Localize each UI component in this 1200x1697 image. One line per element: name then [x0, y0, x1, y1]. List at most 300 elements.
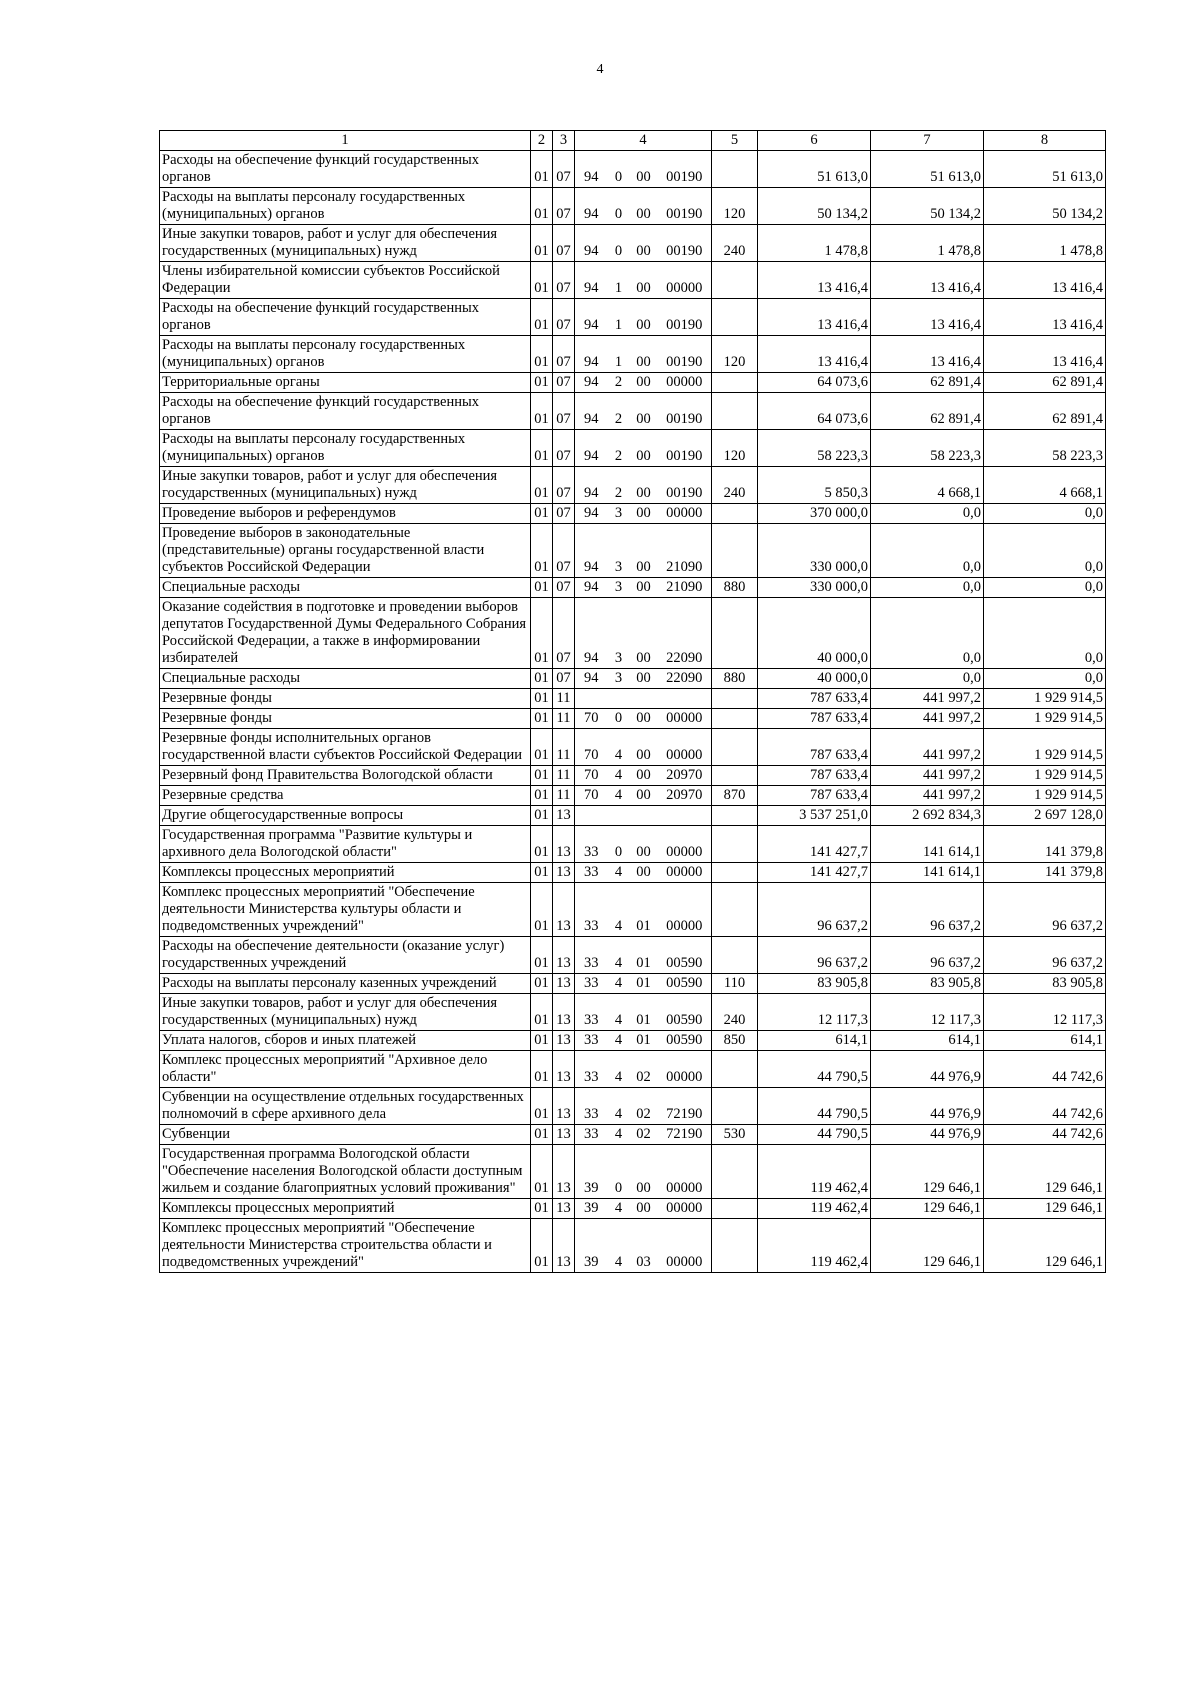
program-code: 70 [575, 709, 608, 729]
subprogram-code: 0 [608, 709, 630, 729]
section-code: 01 [531, 709, 553, 729]
direction-code: 01 [630, 883, 658, 937]
amount-year-2: 96 637,2 [871, 883, 984, 937]
amount-year-3: 4 668,1 [984, 467, 1106, 504]
subprogram-code: 3 [608, 578, 630, 598]
expense-code: 00000 [658, 1145, 712, 1199]
direction-code: 00 [630, 430, 658, 467]
direction-code: 00 [630, 709, 658, 729]
row-name: Расходы на обеспечение функций государственных органов [160, 151, 531, 188]
expense-type-code: 120 [712, 336, 758, 373]
amount-year-1: 13 416,4 [758, 336, 871, 373]
amount-year-2: 0,0 [871, 504, 984, 524]
program-code: 39 [575, 1199, 608, 1219]
expense-code: 00000 [658, 1051, 712, 1088]
header-cell: 1 [160, 131, 531, 151]
amount-year-2: 1 478,8 [871, 225, 984, 262]
section-code: 01 [531, 689, 553, 709]
program-code: 33 [575, 1031, 608, 1051]
subprogram-code: 2 [608, 467, 630, 504]
program-code: 94 [575, 578, 608, 598]
program-code: 39 [575, 1145, 608, 1199]
expense-code: 00000 [658, 1219, 712, 1273]
row-name: Резервные средства [160, 786, 531, 806]
amount-year-1: 119 462,4 [758, 1199, 871, 1219]
program-code: 70 [575, 786, 608, 806]
table-row [160, 430, 1106, 467]
table-row [160, 578, 1106, 598]
section-code: 01 [531, 994, 553, 1031]
table-row [160, 709, 1106, 729]
expense-type-code: 870 [712, 786, 758, 806]
subprogram-code: 1 [608, 336, 630, 373]
program-code: 94 [575, 598, 608, 669]
table-row [160, 669, 1106, 689]
subsection-code: 07 [553, 373, 575, 393]
subsection-code: 07 [553, 299, 575, 336]
direction-code: 00 [630, 336, 658, 373]
table-row [160, 504, 1106, 524]
row-name: Специальные расходы [160, 578, 531, 598]
subsection-code: 13 [553, 994, 575, 1031]
expense-code: 00000 [658, 709, 712, 729]
subprogram-code: 3 [608, 504, 630, 524]
amount-year-1: 1 478,8 [758, 225, 871, 262]
subsection-code: 07 [553, 225, 575, 262]
direction-code: 00 [630, 188, 658, 225]
subsection-code: 11 [553, 709, 575, 729]
amount-year-1: 96 637,2 [758, 883, 871, 937]
amount-year-1: 44 790,5 [758, 1088, 871, 1125]
amount-year-1: 141 427,7 [758, 826, 871, 863]
table-body [160, 131, 1106, 1273]
amount-year-3: 1 929 914,5 [984, 766, 1106, 786]
direction-code: 00 [630, 524, 658, 578]
subprogram-code: 1 [608, 299, 630, 336]
table-row [160, 1125, 1106, 1145]
amount-year-2: 83 905,8 [871, 974, 984, 994]
header-cell: 7 [871, 131, 984, 151]
direction-code: 00 [630, 151, 658, 188]
direction-code: 00 [630, 578, 658, 598]
subsection-code: 13 [553, 1031, 575, 1051]
table-row [160, 336, 1106, 373]
row-name: Иные закупки товаров, работ и услуг для обеспечения государственных (муниципальных) нужд [160, 467, 531, 504]
header-cell: 8 [984, 131, 1106, 151]
expense-type-code: 530 [712, 1125, 758, 1145]
amount-year-3: 51 613,0 [984, 151, 1106, 188]
row-name: Расходы на обеспечение функций государственных органов [160, 299, 531, 336]
direction-code: 00 [630, 1199, 658, 1219]
amount-year-1: 96 637,2 [758, 937, 871, 974]
section-code: 01 [531, 393, 553, 430]
header-cell: 5 [712, 131, 758, 151]
row-name: Резервные фонды [160, 689, 531, 709]
row-name: Расходы на выплаты персоналу государственных (муниципальных) органов [160, 336, 531, 373]
expense-code: 00000 [658, 826, 712, 863]
table-row [160, 689, 1106, 709]
section-code: 01 [531, 669, 553, 689]
amount-year-2: 62 891,4 [871, 373, 984, 393]
subsection-code: 07 [553, 467, 575, 504]
table-row [160, 974, 1106, 994]
subprogram-code: 4 [608, 863, 630, 883]
amount-year-1: 330 000,0 [758, 524, 871, 578]
section-code: 01 [531, 729, 553, 766]
expense-code: 00000 [658, 373, 712, 393]
amount-year-2: 129 646,1 [871, 1145, 984, 1199]
subsection-code: 07 [553, 504, 575, 524]
table-row [160, 262, 1106, 299]
amount-year-1: 12 117,3 [758, 994, 871, 1031]
direction-code: 00 [630, 393, 658, 430]
subprogram-code: 0 [608, 826, 630, 863]
section-code: 01 [531, 1125, 553, 1145]
subprogram-code: 4 [608, 1031, 630, 1051]
amount-year-3: 13 416,4 [984, 336, 1106, 373]
amount-year-2: 441 997,2 [871, 766, 984, 786]
table-row [160, 826, 1106, 863]
amount-year-2: 2 692 834,3 [871, 806, 984, 826]
row-name: Государственная программа Вологодской области "Обеспечение населения Вологодской области доступным жильем и создание благоприятных условий проживания" [160, 1145, 531, 1199]
table-row [160, 1031, 1106, 1051]
section-code: 01 [531, 430, 553, 467]
amount-year-3: 62 891,4 [984, 393, 1106, 430]
row-name: Расходы на выплаты персоналу государственных (муниципальных) органов [160, 430, 531, 467]
expense-type-code [712, 598, 758, 669]
program-code: 94 [575, 524, 608, 578]
expense-type-code [712, 806, 758, 826]
table-row [160, 729, 1106, 766]
program-code: 33 [575, 1088, 608, 1125]
subsection-code: 07 [553, 524, 575, 578]
row-name: Комплексы процессных мероприятий [160, 863, 531, 883]
subprogram-code: 4 [608, 729, 630, 766]
section-code: 01 [531, 1219, 553, 1273]
expense-code: 20970 [658, 786, 712, 806]
direction-code: 01 [630, 974, 658, 994]
section-code: 01 [531, 766, 553, 786]
program-code: 33 [575, 826, 608, 863]
table-row [160, 863, 1106, 883]
program-code: 94 [575, 262, 608, 299]
expense-code: 00190 [658, 430, 712, 467]
direction-code: 00 [630, 826, 658, 863]
direction-code: 00 [630, 373, 658, 393]
subprogram-code: 0 [608, 151, 630, 188]
subprogram-code: 4 [608, 1088, 630, 1125]
expense-code: 21090 [658, 524, 712, 578]
program-code: 33 [575, 883, 608, 937]
direction-code: 00 [630, 299, 658, 336]
subprogram-code: 4 [608, 1199, 630, 1219]
amount-year-2: 13 416,4 [871, 262, 984, 299]
table-row [160, 1199, 1106, 1219]
amount-year-2: 614,1 [871, 1031, 984, 1051]
amount-year-3: 614,1 [984, 1031, 1106, 1051]
subprogram-code: 2 [608, 430, 630, 467]
program-code: 94 [575, 188, 608, 225]
amount-year-3: 62 891,4 [984, 373, 1106, 393]
direction-code [630, 689, 658, 709]
expense-type-code [712, 1199, 758, 1219]
section-code: 01 [531, 225, 553, 262]
amount-year-1: 787 633,4 [758, 786, 871, 806]
subsection-code: 13 [553, 1088, 575, 1125]
expense-type-code: 120 [712, 430, 758, 467]
subsection-code: 07 [553, 669, 575, 689]
amount-year-3: 129 646,1 [984, 1145, 1106, 1199]
direction-code: 02 [630, 1051, 658, 1088]
amount-year-1: 83 905,8 [758, 974, 871, 994]
program-code: 94 [575, 430, 608, 467]
table-row [160, 299, 1106, 336]
expense-code: 22090 [658, 598, 712, 669]
amount-year-2: 96 637,2 [871, 937, 984, 974]
expense-type-code: 240 [712, 467, 758, 504]
header-cell: 2 [531, 131, 553, 151]
amount-year-2: 129 646,1 [871, 1199, 984, 1219]
program-code [575, 806, 608, 826]
amount-year-3: 2 697 128,0 [984, 806, 1106, 826]
amount-year-2: 141 614,1 [871, 863, 984, 883]
subsection-code: 13 [553, 1145, 575, 1199]
program-code: 94 [575, 336, 608, 373]
table-row [160, 598, 1106, 669]
expense-code: 72190 [658, 1088, 712, 1125]
table-row [160, 883, 1106, 937]
expense-type-code: 110 [712, 974, 758, 994]
section-code: 01 [531, 336, 553, 373]
amount-year-1: 44 790,5 [758, 1125, 871, 1145]
expense-type-code [712, 151, 758, 188]
section-code: 01 [531, 1031, 553, 1051]
subprogram-code: 2 [608, 393, 630, 430]
amount-year-1: 3 537 251,0 [758, 806, 871, 826]
subprogram-code: 4 [608, 883, 630, 937]
amount-year-2: 58 223,3 [871, 430, 984, 467]
amount-year-3: 1 478,8 [984, 225, 1106, 262]
program-code: 33 [575, 863, 608, 883]
table-row [160, 1088, 1106, 1125]
direction-code: 00 [630, 766, 658, 786]
amount-year-2: 441 997,2 [871, 786, 984, 806]
section-code: 01 [531, 598, 553, 669]
expense-type-code: 240 [712, 225, 758, 262]
expense-type-code [712, 393, 758, 430]
amount-year-3: 0,0 [984, 578, 1106, 598]
row-name: Резервный фонд Правительства Вологодской области [160, 766, 531, 786]
amount-year-2: 44 976,9 [871, 1088, 984, 1125]
expense-type-code [712, 524, 758, 578]
expense-code: 00000 [658, 1199, 712, 1219]
section-code: 01 [531, 883, 553, 937]
subsection-code: 11 [553, 729, 575, 766]
row-name: Комплекс процессных мероприятий "Обеспечение деятельности Министерства культуры области и подведомственных учреждений" [160, 883, 531, 937]
expense-type-code [712, 1088, 758, 1125]
direction-code: 02 [630, 1125, 658, 1145]
amount-year-2: 51 613,0 [871, 151, 984, 188]
subsection-code: 07 [553, 598, 575, 669]
row-name: Проведение выборов и референдумов [160, 504, 531, 524]
row-name: Уплата налогов, сборов и иных платежей [160, 1031, 531, 1051]
section-code: 01 [531, 1088, 553, 1125]
subsection-code: 13 [553, 863, 575, 883]
amount-year-2: 129 646,1 [871, 1219, 984, 1273]
row-name: Иные закупки товаров, работ и услуг для обеспечения государственных (муниципальных) нужд [160, 994, 531, 1031]
amount-year-1: 13 416,4 [758, 262, 871, 299]
expense-type-code: 120 [712, 188, 758, 225]
amount-year-2: 0,0 [871, 598, 984, 669]
expense-code: 00190 [658, 299, 712, 336]
subsection-code: 07 [553, 336, 575, 373]
amount-year-1: 787 633,4 [758, 689, 871, 709]
expense-code: 00190 [658, 336, 712, 373]
header-row [160, 131, 1106, 151]
amount-year-1: 44 790,5 [758, 1051, 871, 1088]
program-code: 94 [575, 299, 608, 336]
table-row [160, 225, 1106, 262]
amount-year-2: 141 614,1 [871, 826, 984, 863]
row-name: Государственная программа "Развитие культуры и архивного дела Вологодской области" [160, 826, 531, 863]
expense-code: 00190 [658, 393, 712, 430]
subprogram-code: 3 [608, 669, 630, 689]
amount-year-2: 50 134,2 [871, 188, 984, 225]
table-row [160, 151, 1106, 188]
section-code: 01 [531, 262, 553, 299]
row-name: Резервные фонды [160, 709, 531, 729]
amount-year-3: 96 637,2 [984, 937, 1106, 974]
program-code: 94 [575, 373, 608, 393]
row-name: Расходы на выплаты персоналу государственных (муниципальных) органов [160, 188, 531, 225]
amount-year-1: 119 462,4 [758, 1219, 871, 1273]
amount-year-2: 441 997,2 [871, 689, 984, 709]
section-code: 01 [531, 786, 553, 806]
amount-year-3: 1 929 914,5 [984, 729, 1106, 766]
expense-code: 21090 [658, 578, 712, 598]
header-cell: 3 [553, 131, 575, 151]
amount-year-2: 62 891,4 [871, 393, 984, 430]
expense-type-code [712, 689, 758, 709]
subsection-code: 13 [553, 1219, 575, 1273]
table-row [160, 524, 1106, 578]
table-row [160, 1145, 1106, 1199]
program-code: 33 [575, 974, 608, 994]
program-code [575, 689, 608, 709]
section-code: 01 [531, 578, 553, 598]
direction-code: 00 [630, 863, 658, 883]
section-code: 01 [531, 806, 553, 826]
amount-year-2: 0,0 [871, 669, 984, 689]
expense-type-code [712, 1051, 758, 1088]
expense-type-code [712, 863, 758, 883]
amount-year-1: 370 000,0 [758, 504, 871, 524]
subprogram-code: 4 [608, 937, 630, 974]
expense-code: 00590 [658, 1031, 712, 1051]
program-code: 94 [575, 225, 608, 262]
expense-code: 00000 [658, 883, 712, 937]
subprogram-code: 2 [608, 373, 630, 393]
amount-year-2: 441 997,2 [871, 709, 984, 729]
subsection-code: 13 [553, 974, 575, 994]
amount-year-3: 129 646,1 [984, 1219, 1106, 1273]
subprogram-code: 4 [608, 994, 630, 1031]
expense-type-code [712, 937, 758, 974]
expense-code: 00590 [658, 937, 712, 974]
subsection-code: 13 [553, 826, 575, 863]
row-name: Субвенции на осуществление отдельных государственных полномочий в сфере архивного дела [160, 1088, 531, 1125]
direction-code [630, 806, 658, 826]
amount-year-2: 44 976,9 [871, 1051, 984, 1088]
row-name: Расходы на обеспечение функций государственных органов [160, 393, 531, 430]
subsection-code: 07 [553, 430, 575, 467]
amount-year-3: 0,0 [984, 669, 1106, 689]
amount-year-3: 129 646,1 [984, 1199, 1106, 1219]
expense-type-code [712, 1145, 758, 1199]
section-code: 01 [531, 467, 553, 504]
amount-year-1: 5 850,3 [758, 467, 871, 504]
expense-code [658, 689, 712, 709]
row-name: Территориальные органы [160, 373, 531, 393]
table-row [160, 188, 1106, 225]
direction-code: 02 [630, 1088, 658, 1125]
subprogram-code [608, 806, 630, 826]
expense-code: 00590 [658, 974, 712, 994]
program-code: 70 [575, 729, 608, 766]
row-name: Другие общегосударственные вопросы [160, 806, 531, 826]
table-row [160, 373, 1106, 393]
amount-year-3: 12 117,3 [984, 994, 1106, 1031]
amount-year-3: 13 416,4 [984, 299, 1106, 336]
amount-year-1: 330 000,0 [758, 578, 871, 598]
section-code: 01 [531, 1199, 553, 1219]
expense-type-code [712, 262, 758, 299]
direction-code: 00 [630, 669, 658, 689]
amount-year-1: 51 613,0 [758, 151, 871, 188]
direction-code: 00 [630, 467, 658, 504]
section-code: 01 [531, 524, 553, 578]
amount-year-3: 44 742,6 [984, 1125, 1106, 1145]
expense-type-code [712, 729, 758, 766]
amount-year-3: 0,0 [984, 504, 1106, 524]
subsection-code: 07 [553, 188, 575, 225]
program-code: 94 [575, 669, 608, 689]
amount-year-2: 0,0 [871, 524, 984, 578]
budget-table [159, 130, 1106, 1273]
table-row [160, 994, 1106, 1031]
expense-type-code [712, 766, 758, 786]
section-code: 01 [531, 373, 553, 393]
expense-type-code: 850 [712, 1031, 758, 1051]
table-row [160, 806, 1106, 826]
subprogram-code [608, 689, 630, 709]
table-row [160, 393, 1106, 430]
section-code: 01 [531, 826, 553, 863]
table-row [160, 1051, 1106, 1088]
direction-code: 00 [630, 1145, 658, 1199]
amount-year-3: 141 379,8 [984, 863, 1106, 883]
header-cell: 4 [575, 131, 712, 151]
row-name: Субвенции [160, 1125, 531, 1145]
amount-year-1: 614,1 [758, 1031, 871, 1051]
subsection-code: 11 [553, 689, 575, 709]
direction-code: 00 [630, 225, 658, 262]
expense-type-code [712, 504, 758, 524]
amount-year-1: 141 427,7 [758, 863, 871, 883]
subsection-code: 07 [553, 578, 575, 598]
row-name: Комплекс процессных мероприятий "Обеспечение деятельности Министерства строительства области и подведомственных учреждений" [160, 1219, 531, 1273]
section-code: 01 [531, 299, 553, 336]
